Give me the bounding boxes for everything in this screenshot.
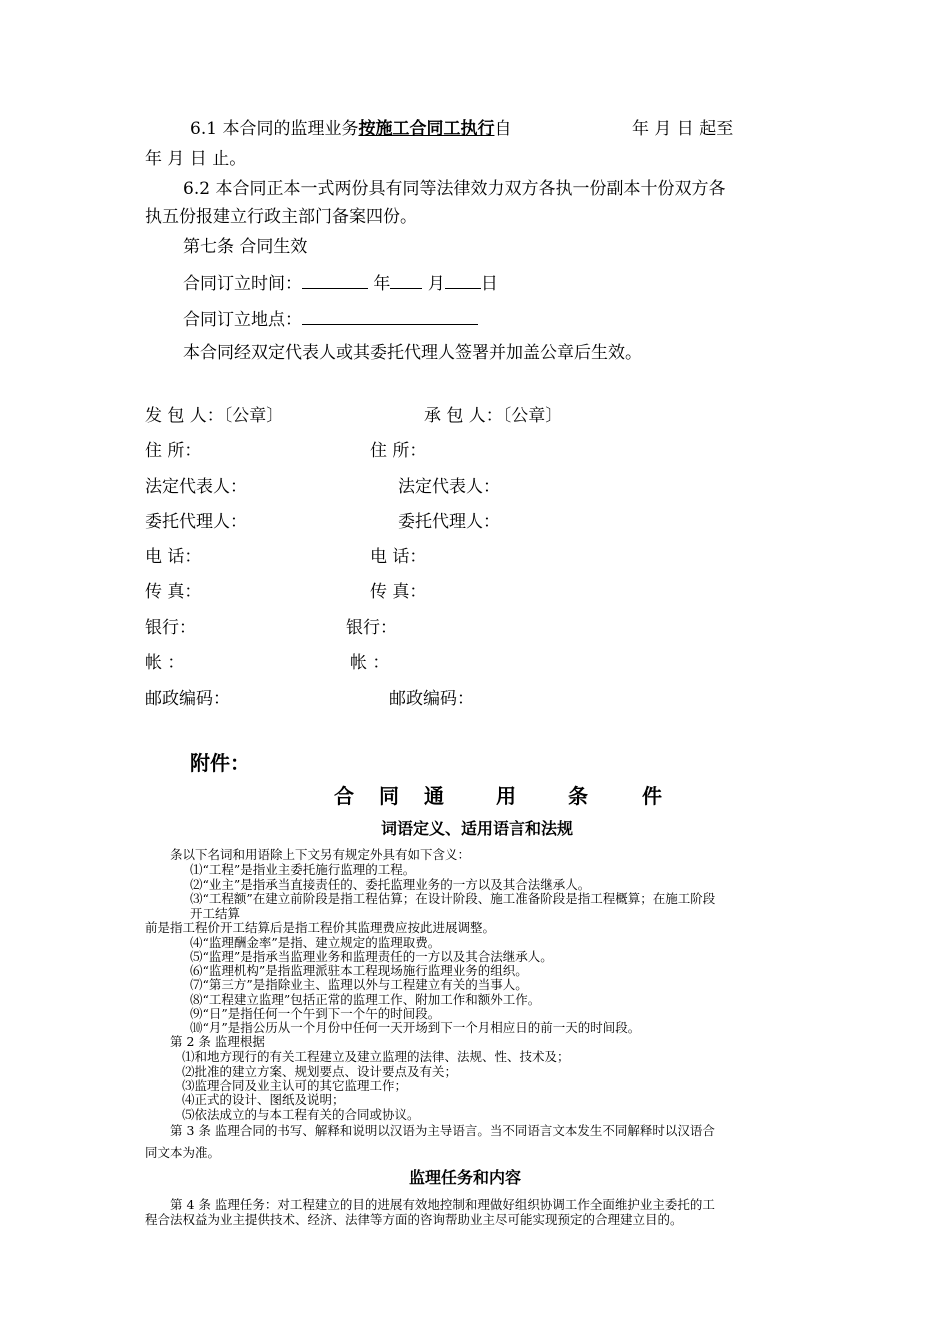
- basis-item: ⑴和地方现行的有关工程建立及建立监理的法律、法规、性、技术及；: [182, 1049, 570, 1064]
- title-char: 通: [424, 784, 444, 808]
- contractor-legal-rep: 法定代表人：: [398, 477, 500, 497]
- clause-6-1-date-start: 年 月 日 起至: [632, 119, 734, 139]
- month-label: 月: [427, 274, 445, 294]
- contract-date-label: 合同订立时间：: [183, 274, 302, 294]
- definition-item: ⑺“第三方”是指除业主、监理以外与工程建立有关的当事人。: [190, 977, 528, 992]
- definition-item: ⑴“工程”是指业主委托施行监理的工程。: [190, 862, 416, 877]
- definition-item: ⑻“工程建立监理”包括正常的监理工作、附加工作和额外工作。: [190, 992, 541, 1007]
- clause-6-1-bold: 按施工合同工执行: [358, 119, 495, 139]
- definition-item: ⑽“月”是指公历从一个月份中任何一天开场到下一个月相应日的前一天的时间段。: [190, 1020, 641, 1035]
- title-char: 条: [568, 784, 588, 808]
- employer-fax: 传 真：: [145, 582, 202, 602]
- basis-item: ⑵批准的建立方案、规划要点、设计要点及有关；: [182, 1064, 458, 1079]
- year-label: 年: [373, 274, 391, 294]
- general-conditions-title: [334, 785, 662, 807]
- contractor-address: 住 所：: [370, 441, 427, 461]
- article-4-line2: 程合法权益为业主提供技术、经济、法律等方面的咨询帮助业主尽可能实现预定的合理建立目的。: [145, 1212, 683, 1227]
- definition-item: ⑹“监理机构”是指监理派驻本工程现场施行监理业务的组织。: [190, 963, 528, 978]
- contract-place-line: [183, 307, 478, 331]
- definition-item: ⑷“监理酬金率”是指、建立规定的监理取费。: [190, 935, 441, 950]
- clause-6-2-line2: 执五份报建立行政主部门备案四份。: [145, 207, 417, 227]
- basis-item: ⑸依法成立的与本工程有关的合同或协议。: [182, 1107, 420, 1122]
- clause-6-1-from: 自: [494, 119, 512, 139]
- day-blank: [445, 271, 481, 289]
- contractor-agent: 委托代理人：: [398, 512, 500, 532]
- effect-statement: 本合同经双定代表人或其委托代理人签署并加盖公章后生效。: [183, 343, 642, 363]
- article-3-line1: 第 3 条 监理合同的书写、解释和说明以汉语为主导语言。当不同语言文本发生不同解释时以汉语合: [170, 1123, 715, 1138]
- clause-6-1: [190, 118, 511, 140]
- clause-6-2-line1: 6.2 本合同正本一式两份具有同等法律效力双方各执一份副本十份双方各: [183, 179, 726, 199]
- definition-item: ⑸“监理”是指承当监理业务和监理责任的一方以及其合法继承人。: [190, 949, 553, 964]
- article-4-line1: 第 4 条 监理任务：对工程建立的目的进展有效地控制和理做好组织协调工作全面维护业主委托的工: [170, 1197, 715, 1212]
- clause-6-1-text: 6.1 本合同的监理业务: [190, 119, 359, 139]
- year-blank: [302, 271, 368, 289]
- definition-item-continuation: 前是指工程价开工结算后是指工程价其监理费应按此进展调整。: [145, 920, 496, 935]
- employer-address: 住 所：: [145, 441, 202, 461]
- employer-postcode: 邮政编码：: [145, 689, 230, 709]
- contractor-bank: 银行：: [346, 618, 397, 638]
- definition-item: ⑼“日”是指任何一个午到下一个午的时间段。: [190, 1006, 441, 1021]
- definition-item-continuation: 开工结算: [190, 906, 241, 921]
- title-char: 用: [496, 784, 516, 808]
- definition-item: ⑶“工程额”在建立前阶段是指工程估算；在设计阶段、施工准备阶段是指工程概算；在施工阶段: [190, 891, 716, 906]
- attachment-label: 附件：: [190, 751, 250, 775]
- article-7-heading: 第七条 合同生效: [183, 237, 308, 257]
- clause-6-1-date-end: 年 月 日 止。: [145, 149, 247, 169]
- section-heading-tasks: 监理任务和内容: [409, 1168, 522, 1187]
- article-3-line2: 同文本为准。: [145, 1145, 221, 1160]
- article-2-heading: 第 2 条 监理根据: [170, 1034, 265, 1049]
- place-blank: [302, 307, 478, 325]
- contractor-postcode: 邮政编码：: [389, 689, 474, 709]
- employer-agent: 委托代理人：: [145, 512, 247, 532]
- contractor-phone: 电 话：: [370, 547, 427, 567]
- contractor-fax: 传 真：: [370, 582, 427, 602]
- section-heading-definitions: 词语定义、适用语言和法规: [381, 819, 574, 838]
- employer-account: 帐 ：: [145, 653, 185, 673]
- definition-item: ⑵“业主”是指承当直接责任的、委托监理业务的一方以及其合法继承人。: [190, 877, 591, 892]
- contract-place-label: 合同订立地点：: [183, 310, 302, 330]
- contractor-label: 承 包 人：〔公章〕: [424, 406, 563, 426]
- definitions-intro: 条以下名词和用语除上下文另有规定外具有如下含义：: [170, 847, 471, 862]
- contract-date-line: [183, 271, 498, 295]
- month-blank: [390, 271, 422, 289]
- title-char: 件: [642, 784, 662, 808]
- title-char: 合: [334, 784, 354, 808]
- employer-phone: 电 话：: [145, 547, 202, 567]
- day-label: 日: [480, 274, 498, 294]
- contractor-account: 帐 ：: [350, 653, 390, 673]
- title-char: 同: [379, 784, 399, 808]
- employer-legal-rep: 法定代表人：: [145, 477, 247, 497]
- employer-label: 发 包 人：〔公章〕: [145, 406, 284, 426]
- basis-item: ⑶监理合同及业主认可的其它监理工作；: [182, 1078, 408, 1093]
- employer-bank: 银行：: [145, 618, 196, 638]
- basis-item: ⑷正式的设计、图纸及说明；: [182, 1092, 345, 1107]
